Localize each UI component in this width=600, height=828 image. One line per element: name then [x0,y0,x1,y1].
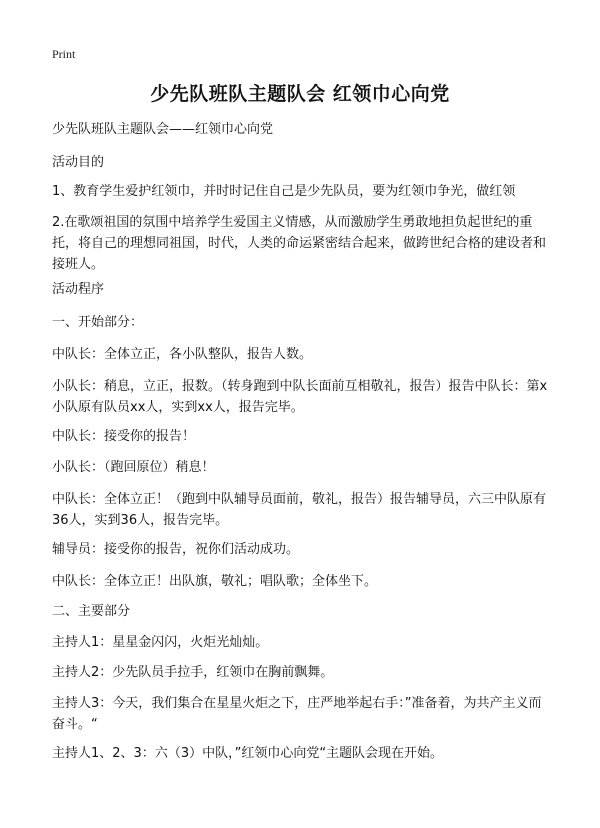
dialogue-line: 中队长：接受你的报告！ [52,429,196,444]
purpose-item-2: 2.在歌颂祖国的氛围中培养学生爱国主义情感，从而激励学生勇敢地担负起世纪的重托，将自己的理想同祖国，时代，人类的命运紧密结合起来，做跨世纪合格的建设者和接班人。 [52,215,547,272]
dialogue-line: 中队长：全体立正！出队旗，敬礼；唱队歌；全体坐下。 [52,574,378,589]
dialogue-line: 主持人1、2、3：六（3）中队，”红领巾心向党“主题队会现在开始。 [52,746,444,761]
dialogue-line: 主持人3：今天，我们集合在星星火炬之下，庄严地举起右手：”准备着，为共产主义而奋斗。“ [52,696,542,732]
dialogue-line: 小队长：稍息，立正，报数。（转身跑到中队长面前互相敬礼，报告）报告中队长：第x小队原有队员xx人，实到xx人，报告完毕。 [52,379,548,415]
subsection-heading-main: 二、主要部分 [52,604,131,619]
subtitle-paragraph: 少先队班队主题队会——红领巾心向党 [52,122,274,137]
purpose-item-1: 1、教育学生爱护红领巾，并时时记住自己是少先队员，要为红领巾争光，做红领 [52,184,516,199]
section-heading-purpose: 活动目的 [52,155,105,170]
print-link[interactable]: Print [52,47,76,61]
subsection-heading-opening: 一、开始部分： [52,315,144,330]
dialogue-line: 主持人2：少先队员手拉手，红领巾在胸前飘舞。 [52,665,334,680]
dialogue-line: 中队长：全体立正！（跑到中队辅导员面前，敬礼，报告）报告辅导员，六三中队原有36人，实到36人，报告完毕。 [52,492,547,528]
document-title: 少先队班队主题队会 红领巾心向党 [150,83,450,105]
dialogue-line: 主持人1：星星金闪闪，火炬光灿灿。 [52,635,269,650]
dialogue-line: 小队长：（跑回原位）稍息！ [52,460,215,475]
section-heading-procedure: 活动程序 [52,282,105,297]
dialogue-line: 辅导员：接受你的报告，祝你们活动成功。 [52,542,300,557]
dialogue-line: 中队长：全体立正，各小队整队，报告人数。 [52,347,313,362]
